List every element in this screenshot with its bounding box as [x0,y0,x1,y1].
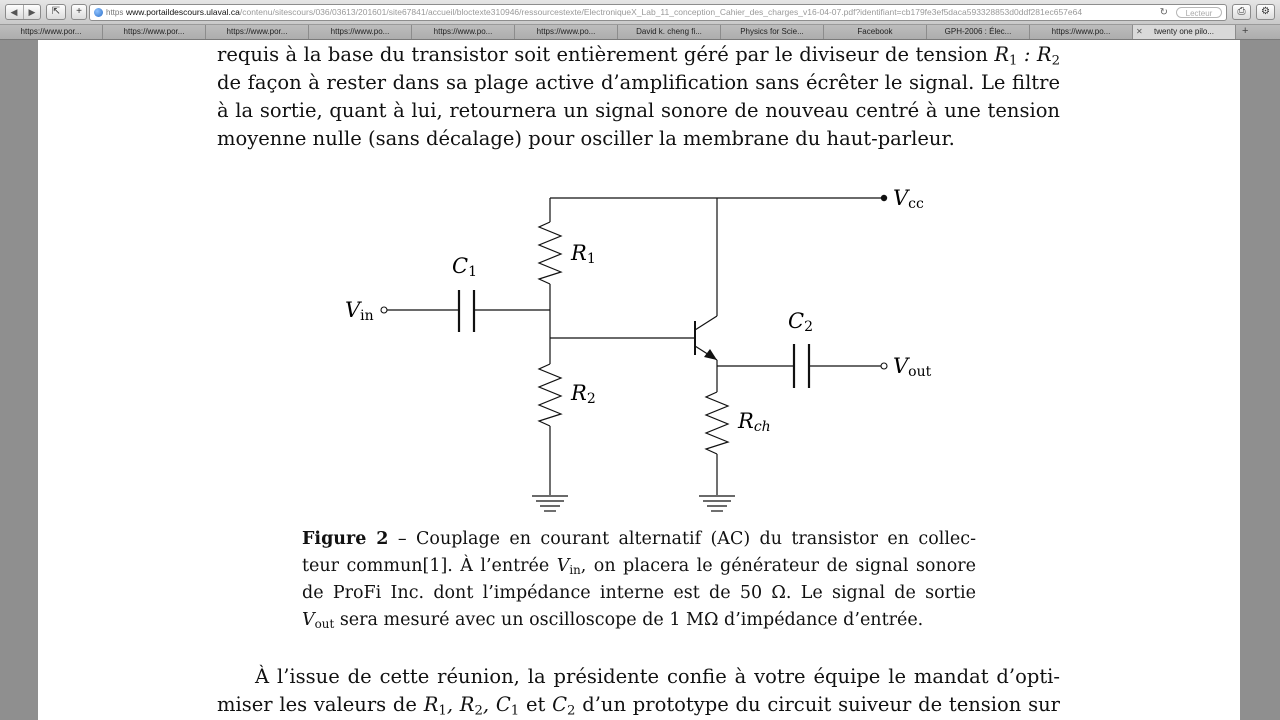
emitter-arrow [704,349,717,360]
text-run: teur commun[1]. À l’entrée [302,556,557,576]
text-run: , on placera le générateur de signal sonore [580,556,976,576]
url-path: /contenu/sitescours/036/03613/201601/site67841/accueil/bloctexte310946/ressourcestexte/ElectroniqueX_Lab_11_conception_Cahier_des_charges_v16-04-07.pdf?identifiant=cb179fe3ef5daca593328853d0ddf281ec657e64 [239,7,1083,17]
tab-item[interactable] [0,25,103,39]
text-line: de façon à rester dans sa plage active d’amplification sans écrêter le signal. Le filtre [217,71,1060,94]
back-icon[interactable]: ◀ [10,7,18,17]
label-r1: R1 [571,241,596,267]
tab-item[interactable] [515,25,618,39]
ground-symbol-left [532,496,568,511]
tab-item[interactable] [927,25,1030,39]
tab-item-active[interactable] [1133,25,1236,39]
math-r1-r2: $R_1$ : $R_2$ [994,43,1060,69]
tab-title: twenty one pilo... [1153,27,1215,36]
tab-title: https://www.po... [1051,27,1111,36]
tab-item[interactable] [721,25,824,39]
tab-item[interactable] [309,25,412,39]
back-forward-buttons [5,4,41,20]
text-run: sera mesuré avec un oscilloscope de 1 MΩ d’impédance d’entrée. [334,610,924,630]
tab-item[interactable] [412,25,515,39]
reload-icon[interactable]: ↻ [1159,7,1168,18]
tab-item[interactable] [206,25,309,39]
tab-title: GPH-2006 : Élec... [944,27,1012,36]
new-tab-button[interactable]: + [71,4,87,20]
figure-caption [302,526,976,634]
label-r2: R2 [571,381,596,407]
text-run: miser les valeurs de [217,693,424,716]
text-line [302,607,976,634]
label-vout: Vout [893,354,932,380]
text-line [302,526,976,553]
text-line [302,553,976,580]
print-button[interactable]: ⎙ [1232,4,1251,20]
math-components: $R_1$, $R_2$, $C_1$ [423,693,520,719]
transistor-collector [695,316,717,330]
text-line: moyenne nulle (sans décalage) pour osciller la membrane du haut-parleur. [217,127,955,150]
tab-title: https://www.po... [330,27,390,36]
close-icon[interactable]: ✕ [1136,27,1143,36]
label-vin: Vin [345,298,374,324]
tab-bar [0,25,1280,40]
label-rch: Rch [738,409,771,435]
tab-title: https://www.por... [226,27,288,36]
ground-symbol-right [699,496,735,511]
tab-title: David k. cheng fi... [636,27,702,36]
resistor-r1 [539,222,561,284]
text-line [217,691,1060,719]
url-text[interactable] [126,5,1216,20]
add-tab-icon[interactable]: + [1242,25,1249,37]
text-run: Couplage en courant alternatif (AC) du transistor en collec- [416,529,976,549]
share-button[interactable]: ⇱ [46,4,66,20]
tab-item[interactable] [824,25,927,39]
tab-title: https://www.po... [433,27,493,36]
math-vout: $V_{out}$ [302,610,335,631]
text-run: d’un prototype du circuit suiveur de tension sur [575,693,1060,716]
figure-number: Figure 2 [302,529,389,549]
paragraph-2 [217,663,1060,719]
tab-item[interactable] [1030,25,1133,39]
tab-title: Facebook [857,27,893,36]
text-line: à la sortie, quant à lui, retournera un signal sonore de nouveau centré à une tension [217,99,1060,122]
vin-terminal [381,307,387,313]
url-host: www.portaildescours.ulaval.ca [126,7,240,17]
vout-terminal [881,363,887,369]
vcc-terminal [881,195,887,201]
reader-button[interactable]: Lecteur [1176,7,1222,18]
text-run: requis à la base du transistor soit entièrement géré par le diviseur de tension [217,43,995,66]
label-c1: C1 [452,254,477,280]
browser-toolbar [0,0,1280,25]
tab-title: https://www.por... [20,27,82,36]
resistor-rch [706,392,728,454]
text-run: – [388,529,417,549]
pdf-page [38,40,1240,720]
site-icon [94,8,103,17]
forward-icon[interactable]: ▶ [23,5,40,19]
math-c2: $C_2$ [552,693,576,719]
text-line: À l’issue de cette réunion, la présidente confie à votre équipe le mandat d’opti- [255,665,1060,688]
url-scheme: https [106,8,124,17]
circuit-diagram [38,40,1240,520]
text-line: de ProFi Inc. dont l’impédance interne est de 50 Ω. Le signal de sortie [302,583,976,603]
tab-title: Physics for Scie... [740,27,804,36]
tab-title: https://www.po... [536,27,596,36]
address-bar[interactable] [89,4,1227,21]
resistor-r2 [539,364,561,426]
tab-item[interactable] [103,25,206,39]
label-vcc: Vcc [893,186,924,212]
math-vin: $V_{in}$ [556,556,581,577]
settings-button[interactable]: ⚙ [1256,4,1275,20]
label-c2: C2 [788,309,813,335]
tab-item[interactable] [618,25,721,39]
tab-title: https://www.por... [123,27,185,36]
text-run: et [519,693,553,716]
